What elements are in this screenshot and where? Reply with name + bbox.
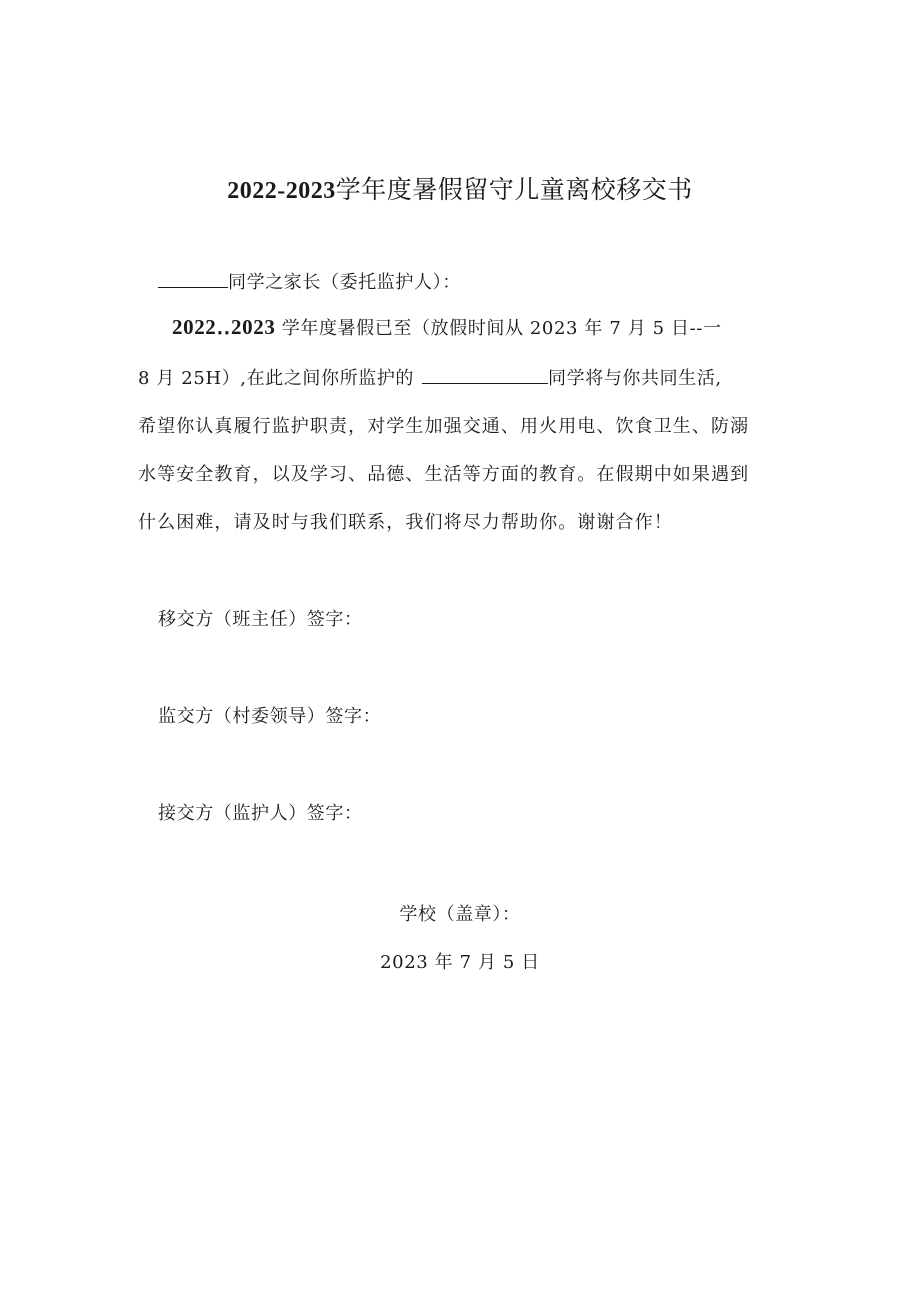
paragraph-line-2-text-a: 8 月 25H）,在此之间你所监护的: [138, 368, 415, 389]
paragraph-line-5: 什么困难，请及时与我们联系，我们将尽力帮助你。谢谢合作！: [138, 512, 673, 533]
school-seal-line: 学校（盖章）：: [399, 904, 521, 925]
salutation-line: [158, 268, 461, 294]
paragraph-line-1-text: 学年度暑假已至（放假时间从 2023 年 7 月 5 日--一: [281, 318, 722, 339]
paragraph-line-4: 水等安全教育，以及学习、品德、生活等方面的教育。在假期中如果遇到: [138, 464, 750, 485]
salutation-text: 同学之家长（委托监护人）：: [228, 272, 461, 293]
document-title: [0, 170, 920, 206]
paragraph-year: 2022‥2023: [172, 315, 276, 339]
title-year: 2022-2023: [227, 178, 336, 204]
paragraph-line-1: [172, 314, 722, 340]
student-name-blank: [158, 273, 228, 288]
document-date: 2023 年 7 月 5 日: [380, 952, 540, 973]
guardian-signature-line: 接交方（监护人）签字：: [158, 803, 363, 824]
paragraph-line-2: [138, 364, 722, 390]
paragraph-line-3: 希望你认真履行监护职责，对学生加强交通、用火用电、饮食卫生、防溺: [138, 416, 750, 437]
title-text: 学年度暑假留守儿童离校移交书: [335, 175, 693, 204]
student-blank: [422, 369, 548, 384]
paragraph-line-2-text-b: 同学将与你共同生活,: [548, 368, 722, 389]
teacher-signature-line: 移交方（班主任）签字：: [158, 609, 363, 630]
village-signature-line: 监交方（村委领导）签字：: [158, 706, 382, 727]
